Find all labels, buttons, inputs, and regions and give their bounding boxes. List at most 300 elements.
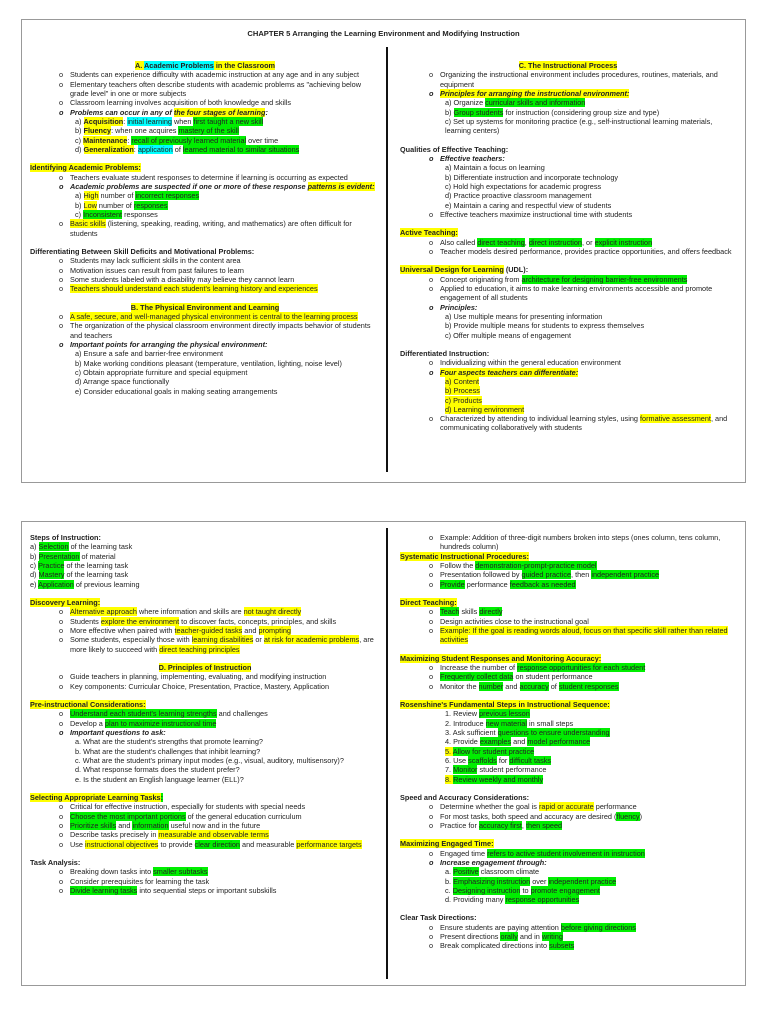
text-run: directly	[479, 607, 503, 617]
text-run: )	[639, 811, 642, 821]
text-run: and	[116, 820, 133, 830]
text-run: examples	[479, 737, 512, 747]
text-run: questions to ensure understanding	[497, 727, 610, 737]
bullet-item	[30, 709, 380, 718]
section-heading	[400, 145, 736, 154]
text-run: explicit instruction	[594, 237, 653, 247]
text-run: Presentation	[38, 551, 80, 561]
bullet-item	[30, 340, 380, 349]
section-heading	[30, 858, 380, 867]
text-run: e)	[30, 579, 39, 589]
section-heading	[30, 303, 380, 312]
text-run: Frequently collect data	[440, 672, 514, 682]
text-run: over time	[246, 135, 279, 145]
list-item	[400, 895, 736, 904]
list-item	[400, 709, 736, 718]
text-run: independent practice	[591, 570, 660, 580]
text-run: 5.	[445, 746, 453, 756]
section-heading	[30, 700, 380, 709]
text-run: c)	[75, 135, 84, 145]
list-item	[400, 377, 736, 386]
text-run: Four aspects teachers can differentiate:	[440, 367, 579, 377]
list-item	[400, 775, 736, 784]
text-run: High	[83, 191, 99, 201]
text-run: to	[520, 885, 531, 895]
bullet-item	[400, 247, 736, 256]
text-run: direct teaching principles	[159, 644, 240, 654]
text-run: a) Use multiple means for presenting information	[445, 311, 603, 321]
bullet-item	[400, 154, 736, 163]
text-run: response opportunities	[505, 895, 580, 905]
text-run: Guide teachers in planning, implementing, evaluating, and modifying instruction	[70, 672, 327, 682]
text-run: to provide	[158, 839, 195, 849]
text-run: Develop a	[70, 718, 105, 728]
text-run: Mastery	[38, 570, 65, 580]
list-item	[30, 377, 380, 386]
list-item	[30, 359, 380, 368]
bullet-item	[30, 312, 380, 321]
text-run: direct instruction	[528, 237, 582, 247]
text-run: refers to active student involvement in instruction	[487, 848, 645, 858]
text-run: Designing instruction	[452, 885, 521, 895]
bullet-item	[400, 89, 736, 98]
text-run: into sequential steps or important subskills	[137, 885, 277, 895]
page-2-left-column	[30, 533, 380, 895]
bullet-item	[30, 607, 380, 616]
bullet-item	[30, 275, 380, 284]
list-item	[30, 775, 380, 784]
text-run: Rosenshine's Fundamental Steps in Instructional Sequence:	[400, 699, 610, 709]
bullet-item	[400, 303, 736, 312]
text-run: where information and skills are	[136, 607, 244, 617]
text-run: Selection	[38, 542, 69, 552]
text-run: formative assessment	[639, 414, 711, 424]
text-run: ,	[524, 237, 529, 247]
text-run: and	[503, 681, 520, 691]
list-item	[400, 756, 736, 765]
text-run: Increase the number of	[440, 662, 518, 672]
text-run: plan to maximize instructional time	[104, 718, 217, 728]
text-run: feedback as needed	[509, 579, 576, 589]
text-run: incorrect responses	[135, 191, 200, 201]
text-run: c) Set up systems for monitoring practice (e.g., self-instructional learning materials, learning centers)	[445, 116, 713, 136]
text-run: b) Differentiate instruction and incorporate technology	[445, 172, 619, 182]
text-run: d)	[75, 144, 84, 154]
bullet-item	[30, 626, 380, 635]
text-run: a) Maintain a focus on learning	[445, 163, 545, 173]
bullet-item	[400, 570, 736, 579]
list-item	[30, 201, 380, 210]
text-run: smaller subtasks	[153, 867, 208, 877]
bullet-item	[30, 98, 380, 107]
text-run: Applied to education, it aims to make learning environments accessible and promote engagement of all students	[440, 283, 713, 303]
text-run: classroom climate	[478, 867, 540, 877]
text-run: Example: Addition of three-digit numbers broken into steps (ones column, tens column, hundreds column)	[440, 533, 721, 552]
text-run: Positive	[453, 867, 479, 877]
text-run: scaffolds	[468, 755, 497, 765]
text-run: Concept originating from	[440, 274, 522, 284]
text-run: or	[253, 635, 264, 645]
text-run: the four stages of learning	[173, 107, 266, 117]
bullet-item	[30, 266, 380, 275]
list-item	[400, 728, 736, 737]
text-run: c)	[30, 560, 39, 570]
bullet-item	[30, 877, 380, 886]
text-run: Breaking down tasks into	[70, 867, 154, 877]
text-run: information	[132, 820, 169, 830]
bullet-item	[400, 849, 736, 858]
text-run: b)	[75, 200, 84, 210]
text-run: , or	[582, 237, 595, 247]
text-run: and	[242, 625, 259, 635]
text-run: d) Learning environment	[445, 404, 525, 414]
list-item	[400, 173, 736, 182]
text-run: number of	[96, 200, 134, 210]
text-run: d) Practice proactive classroom management	[445, 191, 592, 201]
list-item	[30, 210, 380, 219]
list-item	[30, 561, 380, 570]
bullet-item	[400, 210, 736, 219]
text-run: Classroom learning involves acquisition of both knowledge and skills	[70, 98, 292, 108]
section-heading	[400, 913, 736, 922]
section-heading	[400, 228, 736, 237]
text-run: responses	[122, 209, 158, 219]
text-run: initial learning	[127, 116, 172, 126]
text-run: when	[171, 116, 194, 126]
bullet-item	[400, 802, 736, 811]
text-run: 4. Provide	[445, 737, 480, 747]
text-run: a. What are the student's strengths that promote learning?	[75, 737, 263, 747]
text-run: Clear Task Directions:	[400, 913, 477, 923]
text-run: Task Analysis:	[30, 857, 81, 867]
list-item	[400, 98, 736, 107]
text-run: of material	[79, 551, 116, 561]
text-run: learned material to similar situations	[182, 144, 300, 154]
list-item	[30, 145, 380, 154]
text-run: c. What are the student's primary input modes (e.g., visual, auditory, multisensory)?	[75, 755, 344, 765]
text-run: performance	[593, 802, 637, 812]
text-run: For most tasks, both speed and accuracy are desired (	[440, 811, 617, 821]
text-run: on student performance	[513, 672, 593, 682]
text-run: (listening, speaking, reading, writing, and mathematics) are often difficult for students	[70, 219, 352, 238]
text-run: Academic Problems	[144, 61, 214, 70]
bullet-item	[30, 812, 380, 821]
text-run: Divide learning tasks	[70, 885, 138, 895]
bullet-item	[400, 858, 736, 867]
section-heading	[30, 663, 380, 672]
section-heading	[30, 533, 380, 542]
list-item	[30, 580, 380, 589]
text-run: Generalization	[83, 144, 134, 154]
list-item	[30, 387, 380, 396]
text-run: e. Is the student an English language learner (ELL)?	[75, 774, 244, 784]
text-run: of the learning task	[64, 560, 129, 570]
text-run: Critical for effective instruction, especially for students with special needs	[70, 802, 306, 812]
bullet-item	[30, 108, 380, 117]
text-run: Important questions to ask:	[70, 727, 166, 737]
text-run: Practice for	[440, 820, 479, 830]
text-run: instructional objectives	[85, 839, 159, 849]
text-run: Students may lack sufficient skills in the content area	[70, 256, 241, 266]
text-run: d. Providing many	[445, 895, 506, 905]
text-run: Key components: Curricular Choice, Presentation, Practice, Mastery, Application	[70, 681, 330, 691]
list-item	[400, 331, 736, 340]
text-run: number of	[98, 191, 136, 201]
text-run: previous lesson	[479, 709, 530, 719]
list-item	[30, 552, 380, 561]
section-heading	[30, 793, 380, 802]
text-run: b) Provide multiple means for students to express themselves	[445, 321, 645, 331]
text-run: a)	[75, 191, 84, 201]
list-item	[400, 719, 736, 728]
text-run: Pre-instructional Considerations:	[30, 699, 146, 709]
text-run: first taught a new skill	[193, 116, 264, 126]
bullet-item	[400, 70, 736, 89]
text-run: Teach	[440, 607, 460, 617]
text-run: Choose the most important portions	[70, 811, 186, 821]
text-run: Follow the	[440, 560, 476, 570]
text-run: demonstration-prompt-practice model	[475, 560, 597, 570]
text-run: A.	[134, 61, 145, 70]
text-run: (UDL):	[503, 265, 529, 275]
text-run: Fluency	[83, 126, 112, 136]
text-run: Group students	[453, 107, 504, 117]
bullet-item	[400, 607, 736, 616]
text-run: Students	[70, 616, 101, 626]
document-title: CHAPTER 5 Arranging the Learning Environment and Modifying Instruction	[247, 29, 520, 38]
text-run: b) Make working conditions pleasant (temperature, ventilation, lighting, noise level)	[75, 358, 342, 368]
bullet-item	[400, 533, 736, 552]
text-run: b)	[30, 551, 39, 561]
text-run: application	[137, 144, 173, 154]
text-run: in the Classroom	[213, 61, 276, 70]
text-run: Some students, especially those with	[70, 635, 192, 645]
bullet-item	[400, 580, 736, 589]
document-page-2	[21, 521, 746, 986]
column-divider	[386, 47, 388, 472]
bullet-item	[30, 182, 380, 191]
text-run: over	[530, 876, 549, 886]
text-run: Systematic Instructional Procedures:	[400, 551, 529, 561]
text-run: of	[548, 681, 559, 691]
text-run: performance targets	[296, 839, 362, 849]
text-run: c) Products	[445, 395, 482, 405]
text-run: Direct Teaching:	[400, 597, 457, 607]
bullet-item	[30, 321, 380, 340]
text-run: Universal Design for Learning	[400, 265, 504, 275]
bullet-item	[400, 812, 736, 821]
text-run: 8.	[445, 774, 454, 784]
text-run: a) Organize	[445, 98, 486, 108]
text-run: Teachers evaluate student responses to determine if learning is occurring as expected	[70, 172, 348, 182]
list-item	[400, 201, 736, 210]
text-run: performance	[464, 579, 510, 589]
text-run: Maximizing Engaged Time:	[400, 839, 494, 849]
list-item	[30, 368, 380, 377]
bullet-item	[30, 284, 380, 293]
text-run: c) Obtain appropriate furniture and special equipment	[75, 367, 248, 377]
text-run: then speed	[525, 820, 563, 830]
bullet-item	[400, 368, 736, 377]
section-heading	[30, 598, 380, 607]
text-run: Basic skills	[70, 219, 106, 229]
text-run: before giving directions	[560, 922, 636, 932]
text-run: 3. Ask sufficient	[445, 727, 498, 737]
text-run: direct teaching	[477, 237, 525, 247]
text-run: and challenges	[216, 709, 268, 719]
bullet-item	[400, 663, 736, 672]
text-run: Monitor the	[440, 681, 479, 691]
text-run: mastery of the skill	[178, 126, 239, 136]
bullet-item	[400, 561, 736, 570]
text-run: Effective teachers:	[440, 153, 505, 163]
list-item	[400, 747, 736, 756]
text-run: b)	[75, 126, 84, 136]
text-run: a.	[445, 867, 454, 877]
list-item	[30, 126, 380, 135]
list-item	[400, 886, 736, 895]
list-item	[400, 182, 736, 191]
text-run: subsets	[549, 941, 575, 951]
text-run: of	[172, 144, 183, 154]
page-1-left-column	[30, 61, 380, 396]
text-run: response opportunities for each student	[517, 662, 646, 672]
bullet-item	[400, 672, 736, 681]
list-item	[30, 191, 380, 200]
text-run: Monitor	[453, 765, 478, 775]
page-1-right-column	[400, 61, 736, 433]
text-run: and measurable	[239, 839, 297, 849]
text-run: Principles for arranging the instructional environment:	[440, 88, 630, 98]
text-run: Provide	[440, 579, 465, 589]
text-run: d)	[30, 570, 39, 580]
text-run: explore the environment	[100, 616, 180, 626]
text-run: Break complicated directions into	[440, 941, 550, 951]
text-run: Problems can occur in any of	[70, 107, 174, 117]
text-run: : when one acquires	[111, 126, 179, 136]
text-run: , and communicating collaboratively with students	[440, 414, 728, 433]
text-run: Understand each student's learning strengths	[70, 709, 217, 719]
bullet-item	[400, 932, 736, 941]
list-item	[400, 386, 736, 395]
bullet-item	[400, 923, 736, 932]
text-run: Practice	[38, 560, 65, 570]
text-run: Describe tasks precisely in	[70, 830, 159, 840]
text-run: :	[127, 135, 132, 145]
text-run: skills	[459, 607, 480, 617]
text-run: Teacher models desired performance, provides practice opportunities, and offers feedback	[440, 246, 732, 256]
bullet-item	[400, 941, 736, 950]
bullet-item	[30, 173, 380, 182]
text-run: Application	[38, 579, 74, 589]
bullet-item	[30, 70, 380, 79]
text-run: student performance	[477, 765, 547, 775]
text-run: Differentiating Between Skill Deficits and Motivational Problems:	[30, 246, 255, 256]
text-run: teacher-guided tasks	[174, 625, 243, 635]
text-run: :	[123, 116, 128, 126]
bullet-item	[30, 80, 380, 99]
text-run: Identifying Academic Problems:	[30, 163, 141, 173]
text-run: Characterized by attending to individual learning styles, using	[440, 414, 640, 424]
bullet-item	[30, 830, 380, 839]
text-run: Maximizing Student Responses and Monitoring Accuracy:	[400, 653, 602, 663]
section-heading	[30, 163, 380, 172]
text-run: of the learning task	[68, 542, 133, 552]
text-run: a)	[75, 116, 84, 126]
text-run: Steps of Instruction:	[30, 533, 101, 542]
text-run: Maintenance	[83, 135, 128, 145]
text-run: 7.	[445, 765, 454, 775]
text-run: , are more likely to succeed with	[70, 635, 374, 654]
text-run: b. What are the student's challenges that inhibit learning?	[75, 746, 261, 756]
text-run: b.	[445, 876, 454, 886]
section-heading	[400, 349, 736, 358]
text-run: and	[511, 737, 528, 747]
section-heading	[400, 793, 736, 802]
text-run: new material	[485, 718, 527, 728]
text-run: Acquisition	[83, 116, 124, 126]
list-item	[400, 765, 736, 774]
text-run: Academic problems are suspected if one or more of these response	[70, 181, 308, 191]
bullet-item	[400, 617, 736, 626]
text-run: e) Maintain a caring and respectful view of students	[445, 200, 612, 210]
section-heading	[400, 839, 736, 848]
bullet-item	[400, 414, 736, 433]
text-run: curricular skills and information	[485, 98, 586, 108]
text-run: rapid or accurate	[538, 802, 594, 812]
bullet-item	[30, 256, 380, 265]
list-item	[30, 737, 380, 746]
text-run: independent practice	[548, 876, 617, 886]
page-2-right-column	[400, 533, 736, 951]
text-run: More effective when paired with	[70, 625, 175, 635]
text-run: Qualities of Effective Teaching:	[400, 144, 509, 154]
bullet-item	[30, 635, 380, 654]
text-run: Determine whether the goal is	[440, 802, 539, 812]
text-run: promote engagement	[530, 885, 600, 895]
text-run: The organization of the physical classroom environment directly impacts behavior of students and teachers	[70, 321, 371, 340]
list-item	[400, 312, 736, 321]
list-item	[30, 117, 380, 126]
text-run: learning disabilities	[191, 635, 254, 645]
text-run: Inconsistent	[83, 209, 123, 219]
text-run: Alternative approach	[70, 607, 137, 617]
list-item	[400, 405, 736, 414]
text-run: c)	[75, 209, 84, 219]
text-run: fluency	[616, 811, 640, 821]
list-item	[30, 570, 380, 579]
list-item	[30, 756, 380, 765]
text-run: Teachers should understand each student's learning history and experiences	[70, 284, 318, 294]
text-run: Review weekly and monthly	[453, 774, 544, 784]
text-run: of the learning task	[64, 570, 129, 580]
bullet-item	[400, 626, 736, 645]
text-run: Discovery Learning:	[30, 597, 101, 607]
text-run: accuracy	[519, 681, 549, 691]
text-run: C. The Instructional Process	[518, 61, 618, 70]
text-run: c) Hold high expectations for academic progress	[445, 181, 602, 191]
section-heading	[400, 700, 736, 709]
text-run: Active Teaching:	[400, 228, 458, 238]
list-item	[30, 349, 380, 358]
text-run: Principles:	[440, 302, 478, 312]
text-run: Organizing the instructional environment includes procedures, routines, materials, and equipment	[440, 70, 718, 89]
list-item	[400, 321, 736, 330]
text-run: Some students labeled with a disability may believe they cannot learn	[70, 274, 295, 284]
text-run: Example: If the goal is reading words aloud, focus on that specific skill rather than related activities	[440, 625, 728, 645]
text-run: Elementary teachers often describe students with academic problems as "achieving below grade level" in one or more subjects	[70, 79, 361, 98]
text-run: Presentation followed by	[440, 570, 522, 580]
